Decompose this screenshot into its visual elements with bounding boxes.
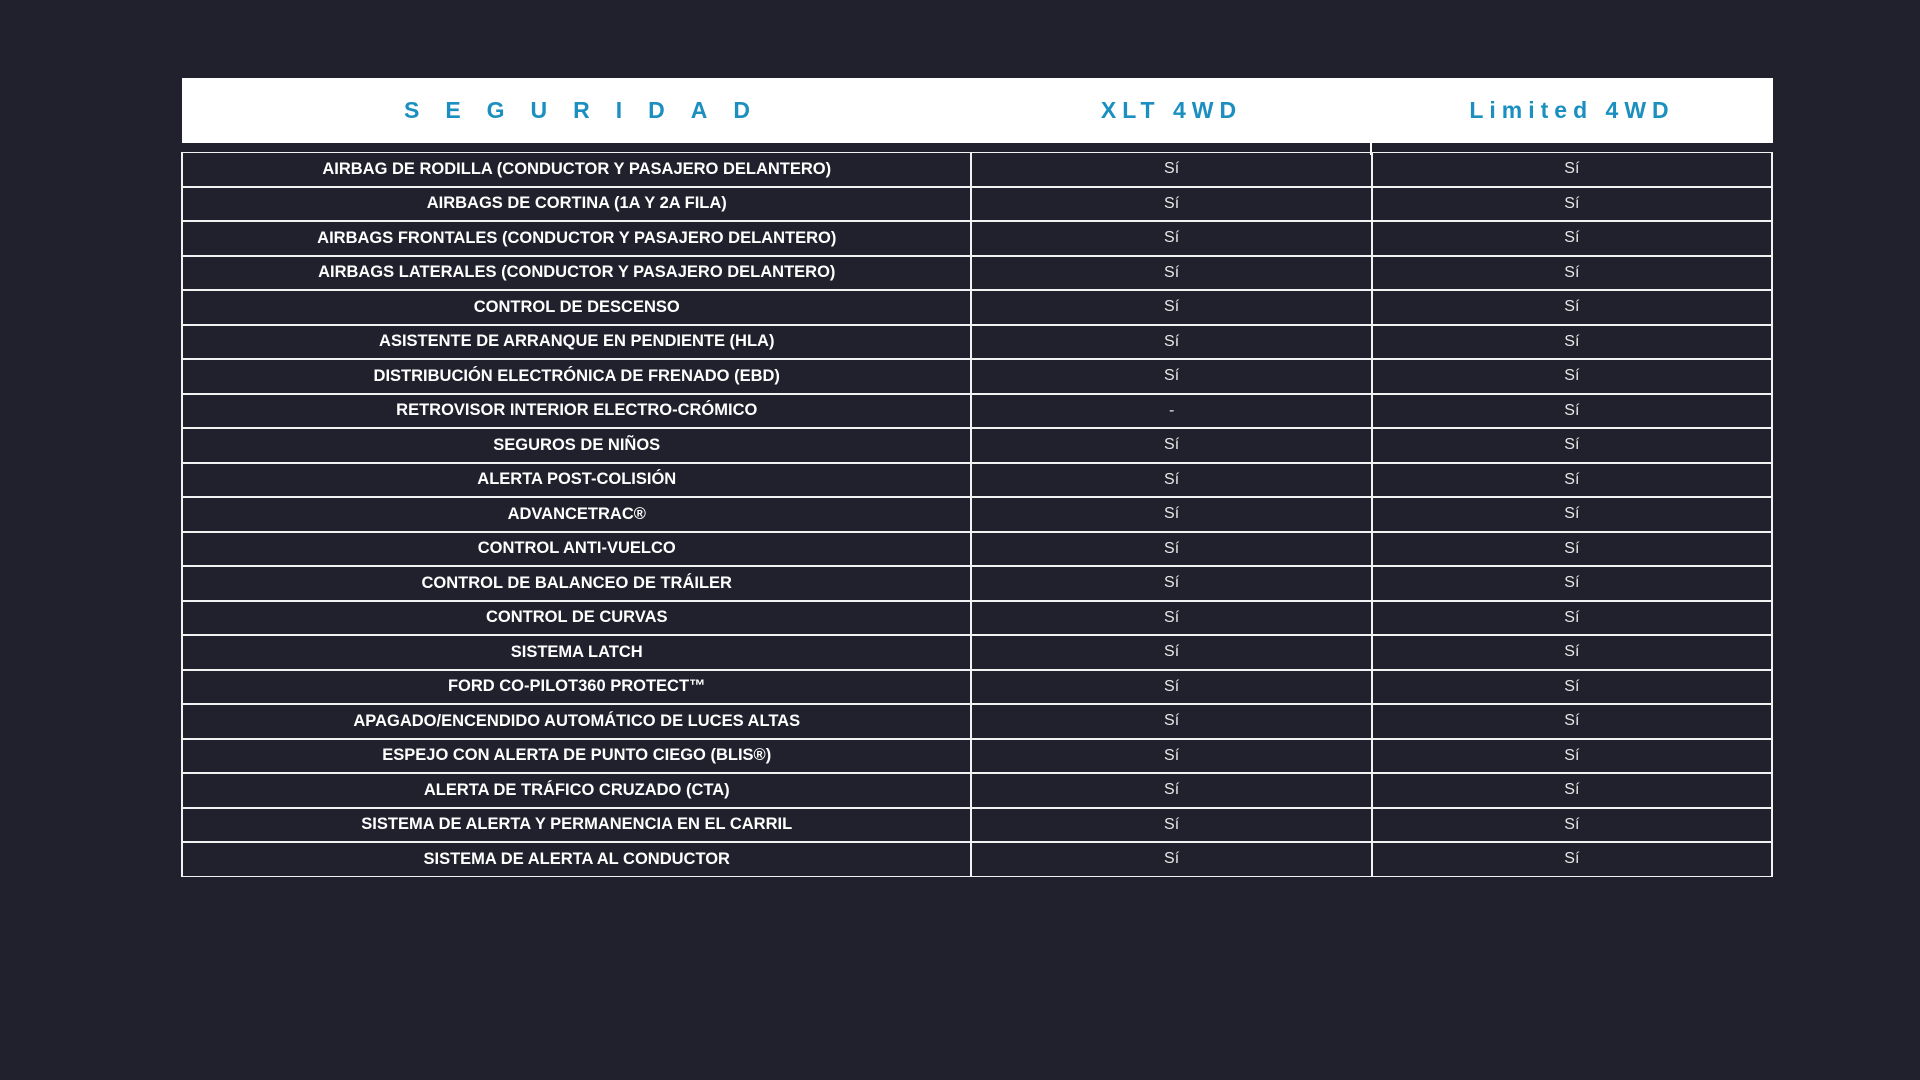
table-row — [181, 601, 1773, 636]
feature-cell: ADVANCETRAC® — [181, 497, 972, 532]
limited-value-cell: Sí — [1373, 704, 1773, 739]
feature-cell: AIRBAGS DE CORTINA (1A Y 2A FILA) — [181, 187, 972, 222]
xlt-value-cell: Sí — [972, 842, 1372, 877]
feature-cell: ESPEJO CON ALERTA DE PUNTO CIEGO (BLIS®) — [181, 739, 972, 774]
xlt-value-cell: Sí — [972, 739, 1372, 774]
xlt-value-cell: Sí — [972, 808, 1372, 843]
table-row — [181, 187, 1773, 222]
limited-value-cell: Sí — [1373, 601, 1773, 636]
safety-spec-table — [181, 152, 1773, 877]
limited-value-cell: Sí — [1373, 773, 1773, 808]
xlt-value-cell: Sí — [972, 152, 1372, 187]
feature-cell: ALERTA POST-COLISIÓN — [181, 463, 972, 498]
feature-cell: CONTROL ANTI-VUELCO — [181, 532, 972, 567]
xlt-value-cell: Sí — [972, 428, 1372, 463]
table-row — [181, 497, 1773, 532]
feature-cell: DISTRIBUCIÓN ELECTRÓNICA DE FRENADO (EBD) — [181, 359, 972, 394]
feature-cell: RETROVISOR INTERIOR ELECTRO-CRÓMICO — [181, 394, 972, 429]
xlt-value-cell: Sí — [972, 359, 1372, 394]
feature-cell: AIRBAG DE RODILLA (CONDUCTOR Y PASAJERO DELANTERO) — [181, 152, 972, 187]
xlt-value-cell: Sí — [972, 325, 1372, 360]
xlt-value-cell: - — [972, 394, 1372, 429]
table-row — [181, 566, 1773, 601]
table-row — [181, 428, 1773, 463]
limited-value-cell: Sí — [1373, 532, 1773, 567]
limited-value-cell: Sí — [1373, 290, 1773, 325]
feature-cell: FORD CO-PILOT360 PROTECT™ — [181, 670, 972, 705]
limited-value-cell: Sí — [1373, 842, 1773, 877]
column-header-limited: Limited 4WD — [1469, 97, 1675, 123]
limited-value-cell: Sí — [1373, 256, 1773, 291]
table-header — [182, 78, 1773, 143]
table-row — [181, 221, 1773, 256]
limited-value-cell: Sí — [1373, 221, 1773, 256]
limited-value-cell: Sí — [1373, 739, 1773, 774]
feature-cell: SISTEMA DE ALERTA Y PERMANENCIA EN EL CARRIL — [181, 808, 972, 843]
xlt-value-cell: Sí — [972, 221, 1372, 256]
limited-value-cell: Sí — [1373, 463, 1773, 498]
section-title: SEGURIDAD — [403, 97, 776, 123]
feature-cell: SEGUROS DE NIÑOS — [181, 428, 972, 463]
xlt-value-cell: Sí — [972, 773, 1372, 808]
table-row — [181, 394, 1773, 429]
limited-value-cell: Sí — [1373, 325, 1773, 360]
table-row — [181, 670, 1773, 705]
feature-cell: SISTEMA LATCH — [181, 635, 972, 670]
xlt-value-cell: Sí — [972, 532, 1372, 567]
feature-cell: CONTROL DE DESCENSO — [181, 290, 972, 325]
feature-cell: AIRBAGS FRONTALES (CONDUCTOR Y PASAJERO DELANTERO) — [181, 221, 972, 256]
xlt-value-cell: Sí — [972, 497, 1372, 532]
limited-value-cell: Sí — [1373, 428, 1773, 463]
xlt-value-cell: Sí — [972, 256, 1372, 291]
feature-cell: CONTROL DE CURVAS — [181, 601, 972, 636]
table-row — [181, 290, 1773, 325]
xlt-value-cell: Sí — [972, 704, 1372, 739]
table-row — [181, 739, 1773, 774]
xlt-value-cell: Sí — [972, 187, 1372, 222]
table-row — [181, 359, 1773, 394]
feature-cell: SISTEMA DE ALERTA AL CONDUCTOR — [181, 842, 972, 877]
xlt-value-cell: Sí — [972, 290, 1372, 325]
xlt-value-cell: Sí — [972, 566, 1372, 601]
feature-cell: ASISTENTE DE ARRANQUE EN PENDIENTE (HLA) — [181, 325, 972, 360]
xlt-value-cell: Sí — [972, 635, 1372, 670]
table-row — [181, 842, 1773, 877]
limited-value-cell: Sí — [1373, 394, 1773, 429]
limited-value-cell: Sí — [1373, 152, 1773, 187]
feature-cell: ALERTA DE TRÁFICO CRUZADO (CTA) — [181, 773, 972, 808]
limited-value-cell: Sí — [1373, 566, 1773, 601]
table-row — [181, 463, 1773, 498]
table-row — [181, 152, 1773, 187]
feature-cell: AIRBAGS LATERALES (CONDUCTOR Y PASAJERO DELANTERO) — [181, 256, 972, 291]
feature-cell: CONTROL DE BALANCEO DE TRÁILER — [181, 566, 972, 601]
limited-value-cell: Sí — [1373, 808, 1773, 843]
limited-value-cell: Sí — [1373, 635, 1773, 670]
table-row — [181, 325, 1773, 360]
table-row — [181, 532, 1773, 567]
table-row — [181, 704, 1773, 739]
column-header-xlt: XLT 4WD — [1100, 97, 1243, 123]
xlt-value-cell: Sí — [972, 670, 1372, 705]
limited-value-cell: Sí — [1373, 359, 1773, 394]
xlt-value-cell: Sí — [972, 601, 1372, 636]
limited-value-cell: Sí — [1373, 497, 1773, 532]
limited-value-cell: Sí — [1373, 187, 1773, 222]
table-row — [181, 773, 1773, 808]
feature-cell: APAGADO/ENCENDIDO AUTOMÁTICO DE LUCES ALTAS — [181, 704, 972, 739]
table-row — [181, 256, 1773, 291]
limited-value-cell: Sí — [1373, 670, 1773, 705]
table-row — [181, 635, 1773, 670]
xlt-value-cell: Sí — [972, 463, 1372, 498]
table-row — [181, 808, 1773, 843]
